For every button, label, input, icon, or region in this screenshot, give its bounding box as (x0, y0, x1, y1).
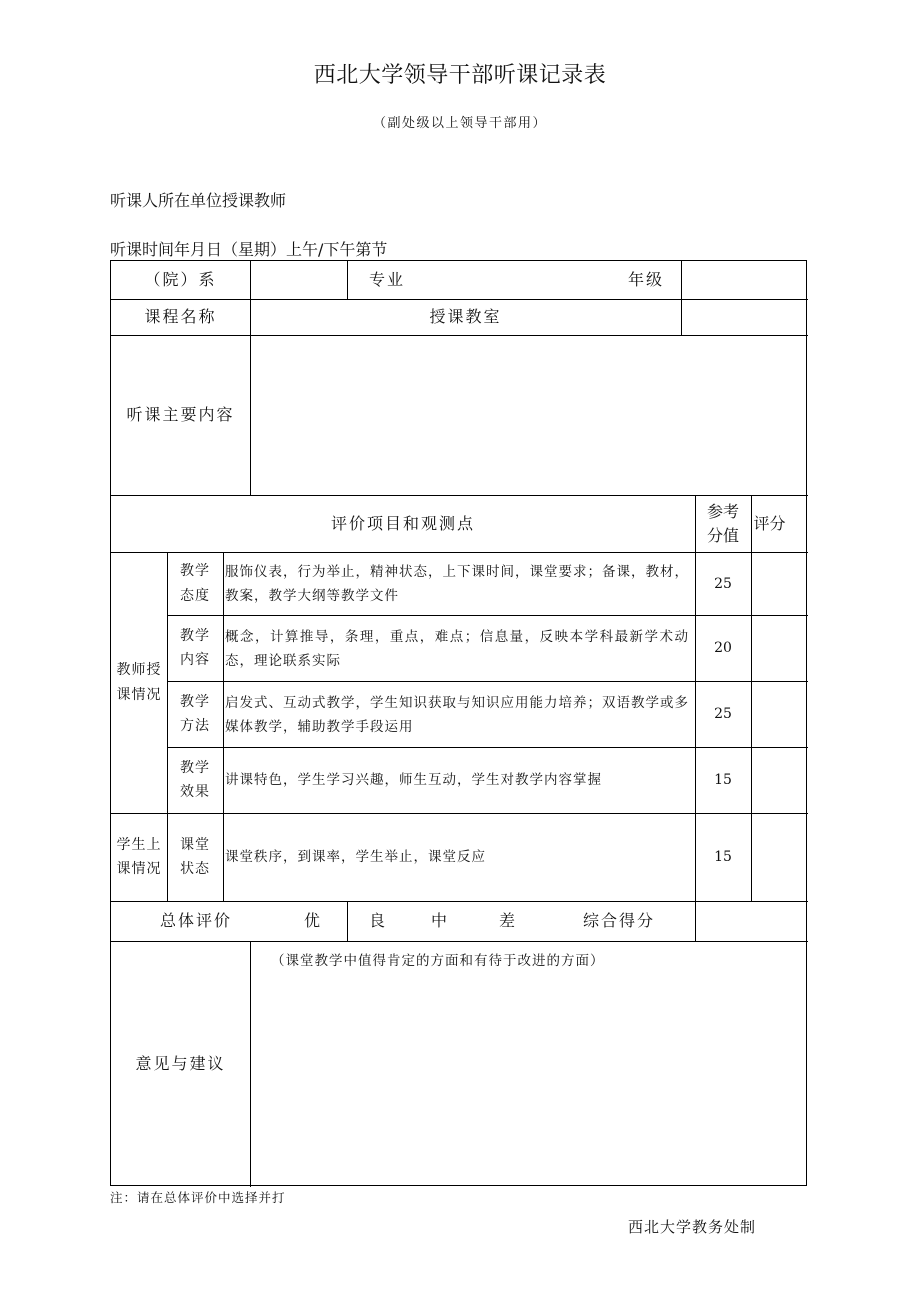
suggestions-label: 意见与建议 (135, 1054, 226, 1073)
reference-score-header (695, 495, 751, 552)
criteria-description: 讲课特色，学生学习兴趣，师生互动，学生对教学内容掌握 (225, 772, 602, 788)
category-line1: 教学 (180, 693, 210, 710)
grade-label: 年级 (627, 270, 664, 289)
criteria-description: 服饰仪表，行为举止，精神状态，上下课时间，课堂要求；备课，教材，教案，教学大纲等教学文件 (225, 564, 689, 604)
category-line2: 状态 (180, 861, 210, 877)
eval-items-header: 评价项目和观测点 (330, 513, 475, 533)
reference-score-header-line2: 分值 (706, 525, 739, 545)
criteria-category (167, 615, 223, 681)
criteria-category (167, 552, 223, 615)
department-label: （院）系 (144, 270, 217, 289)
category-line1: 教学 (180, 627, 210, 644)
page-title: 西北大学领导干部听课记录表 (313, 63, 607, 88)
student-group-line2: 课情况 (116, 861, 162, 877)
criteria-description: 概念，计算推导，条理，重点，难点；信息量，反映本学科最新学术动态，理论联系实际 (225, 629, 689, 669)
criteria-category (167, 813, 223, 901)
reference-score: 25 (714, 706, 732, 722)
grade-excellent-option[interactable]: 优 (303, 911, 322, 930)
criteria-description: 启发式、互动式教学，学生知识获取与知识应用能力培养；双语教学或多媒体教学，辅助教学手段运用 (225, 695, 689, 735)
major-label: 专业 (368, 270, 405, 289)
category-line1: 教学 (180, 759, 210, 776)
criteria-category (167, 681, 223, 747)
reference-score: 15 (714, 772, 732, 788)
category-line1: 课堂 (180, 836, 210, 853)
score-header: 评分 (753, 513, 786, 533)
criteria-category (167, 747, 223, 813)
criteria-description: 课堂秩序，到课率，学生举止，课堂反应 (225, 849, 486, 865)
issuer-footer: 西北大学教务处制 (628, 1218, 757, 1236)
grade-good-option[interactable]: 良 (368, 911, 387, 930)
total-score-label: 综合得分 (582, 911, 655, 930)
overall-evaluation-label: 总体评价 (159, 911, 232, 930)
record-table (110, 260, 807, 1186)
teacher-group-line1: 教师授 (116, 662, 162, 678)
reference-score: 25 (714, 575, 732, 592)
teacher-teaching-group (111, 552, 167, 813)
grade-medium-option[interactable]: 中 (430, 911, 449, 930)
reference-score-header-line1: 参考 (706, 502, 739, 522)
grade-poor-option[interactable]: 差 (498, 911, 517, 930)
classroom-label: 授课教室 (429, 307, 502, 326)
category-line2: 方法 (180, 718, 210, 734)
student-class-group (111, 813, 167, 901)
main-content-label: 听课主要内容 (126, 405, 235, 424)
teacher-group-line2: 课情况 (116, 686, 162, 703)
reference-score: 20 (714, 640, 732, 656)
page-subtitle: （副处级以上领导干部用） (372, 116, 547, 131)
category-line2: 态度 (180, 587, 210, 604)
category-line2: 内容 (180, 652, 210, 668)
listener-unit-line: 听课人所在单位授课教师 (110, 191, 287, 210)
listening-time-line: 听课时间年月日（星期）上午/下午第节 (110, 240, 388, 259)
course-name-label: 课程名称 (144, 307, 217, 326)
reference-score: 15 (714, 849, 732, 865)
suggestions-hint: （课堂教学中值得肯定的方面和有待于改进的方面） (271, 953, 605, 969)
footnote: 注：请在总体评价中选择并打 (110, 1190, 286, 1205)
student-group-line1: 学生上 (116, 836, 162, 853)
category-line2: 效果 (180, 784, 210, 800)
category-line1: 教学 (180, 563, 210, 579)
